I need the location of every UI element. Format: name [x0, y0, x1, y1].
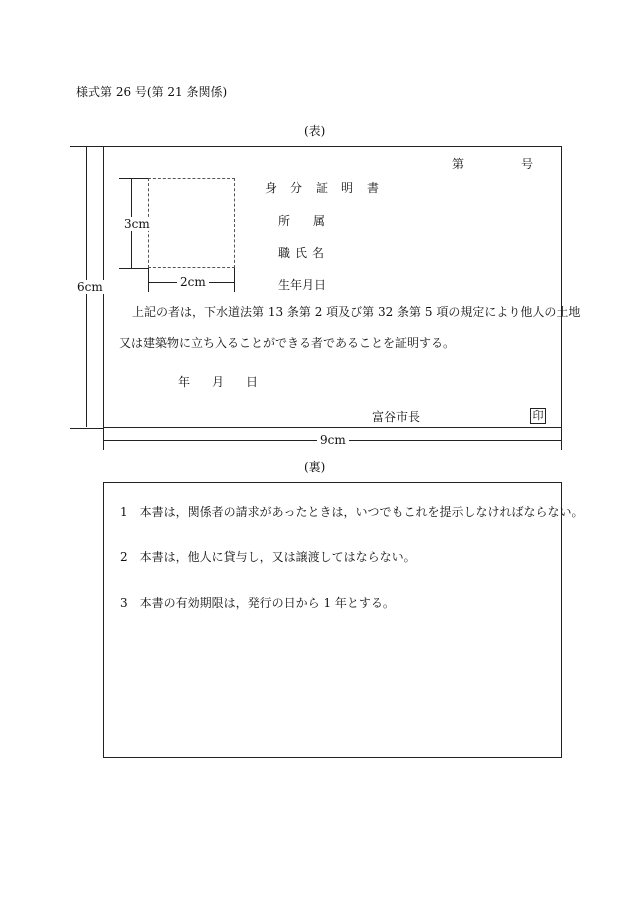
photo-left-extension-line [148, 268, 149, 292]
affiliation-label-char: 所 [278, 214, 291, 228]
position-name-label-char: 職 [278, 246, 291, 260]
photo-right-extension-line [234, 268, 235, 292]
form-title: 様式第 26 号(第 21 条関係) [76, 85, 228, 99]
photo-top-extension-line [119, 178, 148, 179]
certification-text-line-1: 上記の者は，下水道法第 13 条第 2 項及び第 32 条第 5 項の規定により他人の土地 [132, 305, 581, 319]
position-name-label-char: 氏 [295, 246, 308, 260]
card-back [103, 482, 562, 758]
photo-width-label: 2cm [177, 275, 209, 289]
back-item: 2 本書は，他人に貸与し，又は譲渡してはならない。 [120, 550, 416, 564]
date-char: 月 [212, 375, 225, 389]
photo-area [148, 178, 235, 268]
back-section-label: (裏) [304, 460, 326, 474]
affiliation-label-char: 属 [313, 214, 326, 228]
card-title-char: 証 [316, 181, 329, 195]
card-right-extension-line [561, 428, 562, 450]
birthdate-label: 生年月日 [278, 278, 327, 292]
card-left-extension-line [103, 428, 104, 450]
card-title-char: 明 [341, 181, 354, 195]
card-height-label: 6cm [74, 280, 106, 294]
number-prefix: 第 [452, 157, 465, 171]
photo-bottom-extension-line [119, 268, 148, 269]
card-title-char: 身 [265, 181, 278, 195]
card-width-label: 9cm [317, 433, 349, 447]
number-suffix: 号 [521, 157, 534, 171]
back-item: 1 本書は，関係者の請求があったときは，いつでもこれを提示しなければならない。 [120, 505, 584, 519]
card-title-char: 書 [367, 181, 380, 195]
card-title-char: 分 [290, 181, 303, 195]
certification-text-line-2: 又は建築物に立ち入ることができる者であることを証明する。 [119, 336, 456, 350]
date-char: 年 [178, 375, 191, 389]
position-name-label-char: 名 [312, 246, 325, 260]
issuer-name: 富谷市長 [372, 410, 421, 424]
front-section-label: (表) [304, 124, 326, 138]
card-bottom-extension-line [70, 428, 103, 429]
seal-mark: 印 [530, 408, 546, 424]
back-item: 3 本書の有効期限は，発行の日から 1 年とする。 [120, 596, 395, 610]
card-top-extension-line [70, 146, 103, 147]
date-char: 日 [246, 375, 259, 389]
photo-height-label: 3cm [121, 217, 153, 231]
